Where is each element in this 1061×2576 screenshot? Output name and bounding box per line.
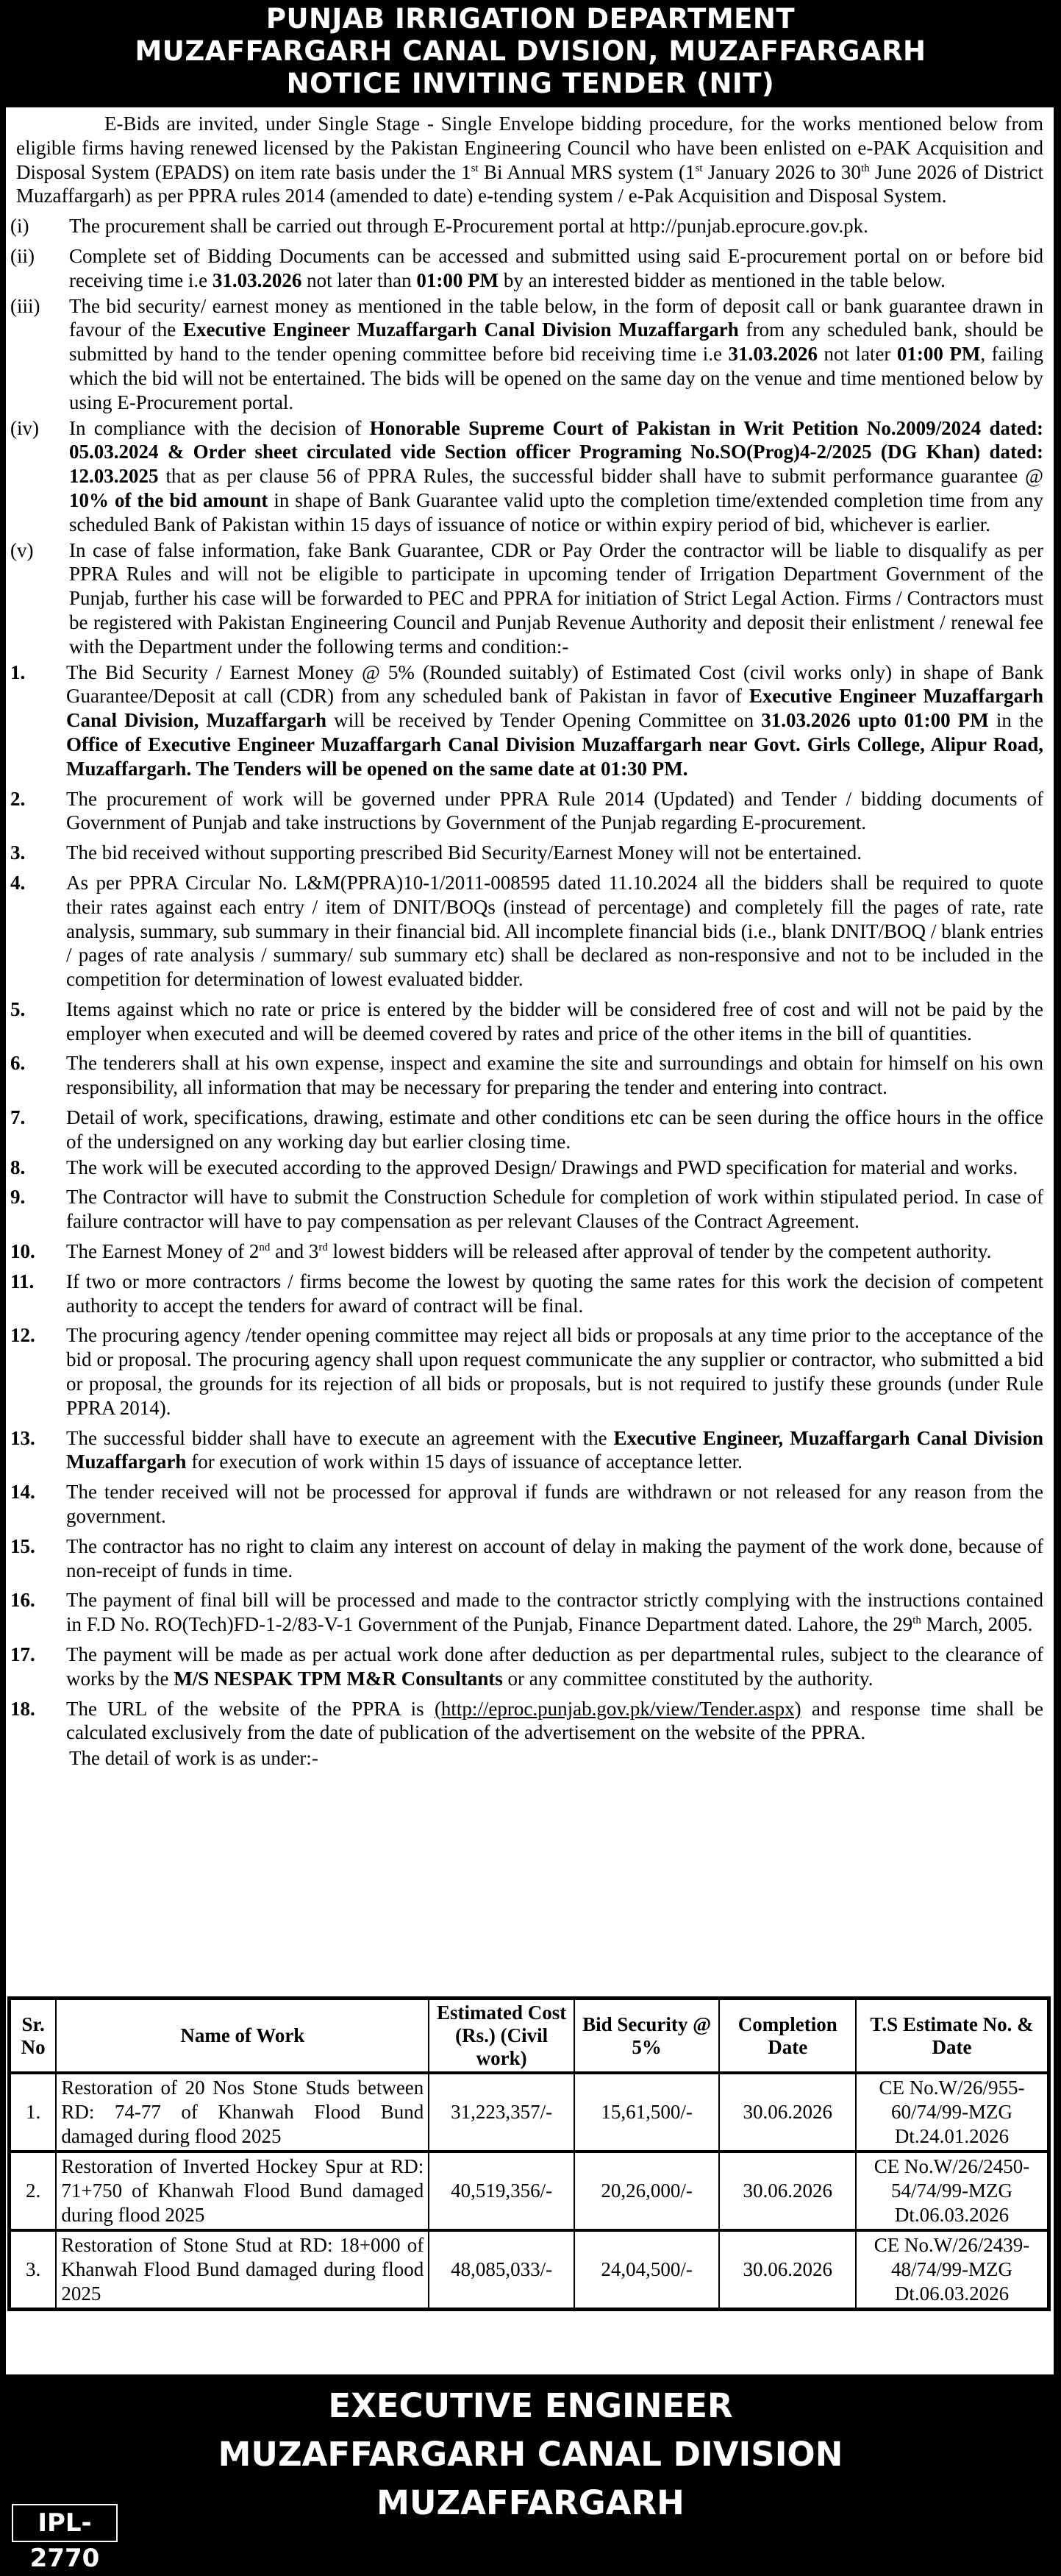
cell-bid-security: 24,04,500/- [574, 2230, 720, 2310]
clause-text: The Contractor will have to submit the Construction Schedule for completion of work within stipulated period. In case of failure contractor will have to pay compensation as per relevant Clauses of the Contract Agreement. [66, 1186, 1043, 1233]
clause-4 [6, 871, 1054, 992]
clause-text: As per PPRA Circular No. L&M(PPRA)10-1/2011-008595 dated 11.10.2024 all the bidders shall be required to quote their rates against each entry / item of DNIT/BOQs (instead of percentage) and completely fill the pages of rate, rate analysis, summary, sub summary in their financial bid. All incomplete financial bids (i.e., blank DNIT/BOQ / blank entries / pages of rate analysis / summary/ sub summary etc) shall be declared as non-responsive and not to be included in the competition for determination of lowest evaluated bidder. [66, 871, 1043, 991]
clause-text: The procurement of work will be governed under PPRA Rule 2014 (Updated) and Tender / bidding documents of Government of Punjab and take instructions by Government of the Punjab regarding E-procurement. [66, 787, 1043, 834]
clause-ii [6, 244, 1054, 293]
clause-text: In case of false information, fake Bank Guarantee, CDR or Pay Order the contractor will be liable to disqualify as per PPRA Rules and will not be eligible to participate in upcoming tender of Irrigation Department Government of the Punjab, further his case will be forwarded to PEC and PPRA for initiation of Strict Legal Action. Firms / Contractors must be registered with Pakistan Engineering Council and Punjab Revenue Authority and deposit their enlistment / renewal fee with the Department under the following terms and condition:- [69, 538, 1043, 658]
header-name-of-work: Name of Work [56, 1999, 429, 2074]
clause-1 [6, 661, 1054, 781]
signatory-title: EXECUTIVE ENGINEER [328, 2386, 733, 2425]
clause-9 [6, 1185, 1054, 1234]
clause-text: The work will be executed according to the approved Design/ Drawings and PWD specification for material and works. [66, 1156, 1018, 1178]
clause-number: 13. [10, 1426, 35, 1449]
clause-text: In compliance with the decision of Honorable Supreme Court of Pakistan in Writ Petition No.2009/2024 dated: 05.03.2024 & Order sheet circulated vide Section officer Programing No.SO(Prog)4-2/2025 (DG Khan) dated: 12.03.2025 that as per clause 56 of PPRA Rules, the successful bidder shall have to submit performance guarantee @ 10% of the bid amount in shape of Bank Guarantee valid upto the completion time/extended completion time from any scheduled Bank of Pakistan within 15 days of issuance of notice or within expiry period of bid, whichever is earlier. [69, 416, 1043, 536]
notice-title: NOTICE INVITING TENDER (NIT) [286, 68, 775, 99]
intro-paragraph: E-Bids are invited, under Single Stage - Single Envelope bidding procedure, for the works mentioned below from eligible firms having renewed licensed by the Pakistan Engineering Council who have been enlisted on e-PAK Acquisition and Disposal System (EPADS) on item rate basis under the 1st Bi Annual MRS system (1st January 2026 to 30th June 2026 of District Muzaffargarh) as per PPRA rules 2014 (amended to date) e-tending system / e-Pak Acquisition and Disposal System. [16, 113, 1044, 207]
clause-3 [6, 841, 1054, 865]
cell-name-of-work: Restoration of Stone Stud at RD: 18+000 of Khanwah Flood Bund damaged during flood 2025 [56, 2230, 429, 2310]
clause-text: The contractor has no right to claim any interest on account of delay in making the payment of the work done, because of non-receipt of funds in time. [66, 1534, 1043, 1581]
clause-number: 18. [10, 1697, 35, 1720]
ipl-code-badge: IPL-2770 [12, 2504, 118, 2542]
clause-number: 14. [10, 1481, 35, 1504]
cell-ts-estimate: CE No.W/26/2450-54/74/99-MZG Dt.06.03.2026 [856, 2152, 1049, 2230]
notice-body [6, 107, 1054, 2374]
clause-number: 12. [10, 1324, 35, 1347]
clause-number: 4. [10, 871, 26, 894]
division-title: MUZAFFARGARH CANAL DVISION, MUZAFFARGARH [135, 35, 926, 67]
cell-completion-date: 30.06.2026 [719, 2230, 856, 2310]
clause-number: (iii) [10, 294, 40, 317]
clause-iv [6, 416, 1054, 537]
cell-estimated-cost: 48,085,033/- [429, 2230, 574, 2310]
clause-text: The Earnest Money of 2nd and 3rd lowest bidders will be released after approval of tender by the competent authority. [66, 1240, 992, 1263]
clause-number: 11. [10, 1270, 35, 1292]
cell-bid-security: 15,61,500/- [574, 2073, 720, 2152]
ppra-url-link[interactable]: (http://eproc.punjab.gov.pk/view/Tender.aspx) [434, 1697, 801, 1720]
table-row [10, 2152, 1049, 2230]
clause-8 [6, 1156, 1054, 1180]
clause-number: 16. [10, 1589, 35, 1612]
clause-text: The tender received will not be processed for approval if funds are withdrawn or not released for any reason from the government. [66, 1481, 1043, 1528]
header-ts-estimate: T.S Estimate No. & Date [856, 1999, 1049, 2074]
clause-number: 8. [10, 1156, 26, 1178]
cell-ts-estimate: CE No.W/26/2439-48/74/99-MZG Dt.06.03.2026 [856, 2230, 1049, 2310]
header-estimated-cost: Estimated Cost (Rs.) (Civil work) [429, 1999, 574, 2074]
clause-text: Detail of work, specifications, drawing, estimate and other conditions etc can be seen during the office hours in the office of the undersigned on any working day but earlier closing time. [66, 1106, 1043, 1153]
cell-sr-no: 2. [10, 2152, 57, 2230]
works-table [7, 1996, 1051, 2311]
clause-text: The payment will be made as per actual work done after deduction as per departmental rules, subject to the clearance of works by the M/S NESPAK TPM M&R Consultants or any committee constituted by the authority. [66, 1643, 1043, 1690]
clause-number: (ii) [10, 244, 35, 267]
clause-number: 3. [10, 842, 26, 864]
header-bid-security: Bid Security @ 5% [574, 1999, 720, 2074]
clause-number: 17. [10, 1643, 35, 1666]
cell-completion-date: 30.06.2026 [719, 2073, 856, 2152]
table-row [10, 2230, 1049, 2310]
notice-header [0, 0, 1061, 107]
clause-17 [6, 1643, 1054, 1691]
header-sr-no: Sr. No [10, 1999, 57, 2074]
signatory-city: MUZAFFARGARH [376, 2483, 685, 2522]
clause-v [6, 538, 1054, 659]
clause-text: The tenderers shall at his own expense, inspect and examine the site and surroundings and obtain for himself on his own responsibility, all information that may be necessary for preparing the tender and entering into contract. [66, 1052, 1043, 1099]
clause-text: Items against which no rate or price is entered by the bidder will be considered free of cost and will not be paid by the employer when executed and will be deemed covered by rates and price of the other items in the bill of quantities. [66, 997, 1043, 1045]
signatory-division: MUZAFFARGARH CANAL DIVISION [218, 2435, 843, 2474]
clause-i [6, 214, 1054, 238]
clause-5 [6, 997, 1054, 1046]
cell-completion-date: 30.06.2026 [719, 2152, 856, 2230]
clause-2 [6, 787, 1054, 836]
cell-estimated-cost: 40,519,356/- [429, 2152, 574, 2230]
clause-text: The bid security/ earnest money as mentioned in the table below, in the form of deposit call or bank guarantee drawn in favour of the Executive Engineer Muzaffargarh Canal Division Muzaffargarh from any scheduled bank, should be submitted by hand to the tender opening committee before bid receiving time i.e 31.03.2026 not later 01:00 PM, failing which the bid will not be entertained. The bids will be opened on the same day on the venue and time mentioned below by using E-Procurement portal. [69, 294, 1044, 413]
cell-sr-no: 1. [10, 2073, 57, 2152]
clause-18 [6, 1697, 1054, 1746]
cell-estimated-cost: 31,223,357/- [429, 2073, 574, 2152]
department-title: PUNJAB IRRIGATION DEPARTMENT [265, 3, 796, 35]
clause-text: The payment of final bill will be processed and made to the contractor strictly complying with the instructions contained in F.D No. RO(Tech)FD-1-2/83-V-1 Government of the Punjab, Finance Department dated. Lahore, the 29th March, 2005. [66, 1589, 1043, 1636]
clause-text: The successful bidder shall have to execute an agreement with the Executive Engineer, Muzaffargarh Canal Division Muzaffargarh for execution of work within 15 days of issuance of acceptance letter. [66, 1426, 1043, 1473]
clause-text: If two or more contractors / firms become the lowest by quoting the same rates for this work the decision of competent authority to accept the tenders for award of contract will be final. [66, 1270, 1043, 1317]
clause-number: 7. [10, 1106, 26, 1129]
clause-number: 1. [10, 661, 26, 683]
clause-number: 15. [10, 1534, 35, 1557]
table-row [10, 2073, 1049, 2152]
clause-16 [6, 1588, 1054, 1637]
clause-number: 10. [10, 1240, 35, 1263]
cell-ts-estimate: CE No.W/26/955-60/74/99-MZG Dt.24.01.2026 [856, 2073, 1049, 2152]
clause-14 [6, 1480, 1054, 1529]
clause-10 [6, 1239, 1054, 1264]
clause-number: 6. [10, 1052, 26, 1075]
clause-number: (v) [10, 538, 34, 561]
cell-sr-no: 3. [10, 2230, 57, 2310]
clause-15 [6, 1534, 1054, 1583]
clause-7 [6, 1106, 1054, 1154]
clause-number: (i) [10, 215, 29, 238]
clause-text: Complete set of Bidding Documents can be accessed and submitted using said E-procurement portal on or before bid receiving time i.e 31.03.2026 not later than 01:00 PM by an interested bidder as mentioned in the table below. [69, 244, 1043, 291]
clause-number: (iv) [10, 416, 39, 439]
detail-of-work-label: The detail of work is as under:- [69, 1747, 318, 1770]
clause-text: The procuring agency /tender opening committee may reject all bids or proposals at any time prior to the acceptance of the bid or proposal. The procuring agency shall upon request communicate the any supplier or contractor, who submitted a bid or proposal, the grounds for its rejection of all bids or proposals, but is not required to justify these grounds (under Rule PPRA 2014). [66, 1324, 1043, 1419]
clause-text: The URL of the website of the PPRA is (http://eproc.punjab.gov.pk/view/Tender.aspx) and response time shall be calculated exclusively from the date of publication of the advertisement on the website of the PPRA. [66, 1697, 1043, 1744]
table-header-row [10, 1999, 1049, 2074]
clause-text: The bid received without supporting prescribed Bid Security/Earnest Money will not be entertained. [66, 842, 862, 864]
clause-number: 2. [10, 787, 26, 810]
clause-text: The Bid Security / Earnest Money @ 5% (Rounded suitably) of Estimated Cost (civil works only) in shape of Bank Guarantee/Deposit at call (CDR) from any scheduled bank of Pakistan in favor of Executive Engineer Muzaffargarh Canal Division, Muzaffargarh will be received by Tender Opening Committee on 31.03.2026 upto 01:00 PM in the Office of Executive Engineer Muzaffargarh Canal Division Muzaffargarh near Govt. Girls College, Alipur Road, Muzaffargarh. The Tenders will be opened on the same date at 01:30 PM. [66, 661, 1043, 780]
clause-iii [6, 294, 1054, 415]
clause-13 [6, 1426, 1054, 1475]
clause-12 [6, 1323, 1054, 1420]
cell-bid-security: 20,26,000/- [574, 2152, 720, 2230]
clause-11 [6, 1270, 1054, 1318]
notice-footer [0, 2374, 1061, 2573]
cell-name-of-work: Restoration of 20 Nos Stone Studs between RD: 74-77 of Khanwah Flood Bund damaged during flood 2025 [56, 2073, 429, 2152]
clause-text: The procurement shall be carried out through E-Procurement portal at http://punjab.eprocure.gov.pk. [69, 215, 868, 238]
header-completion-date: Completion Date [719, 1999, 856, 2074]
clause-number: 9. [10, 1186, 26, 1209]
clause-6 [6, 1051, 1054, 1100]
clause-number: 5. [10, 997, 26, 1020]
cell-name-of-work: Restoration of Inverted Hockey Spur at RD: 71+750 of Khanwah Flood Bund damaged during flood 2025 [56, 2152, 429, 2230]
